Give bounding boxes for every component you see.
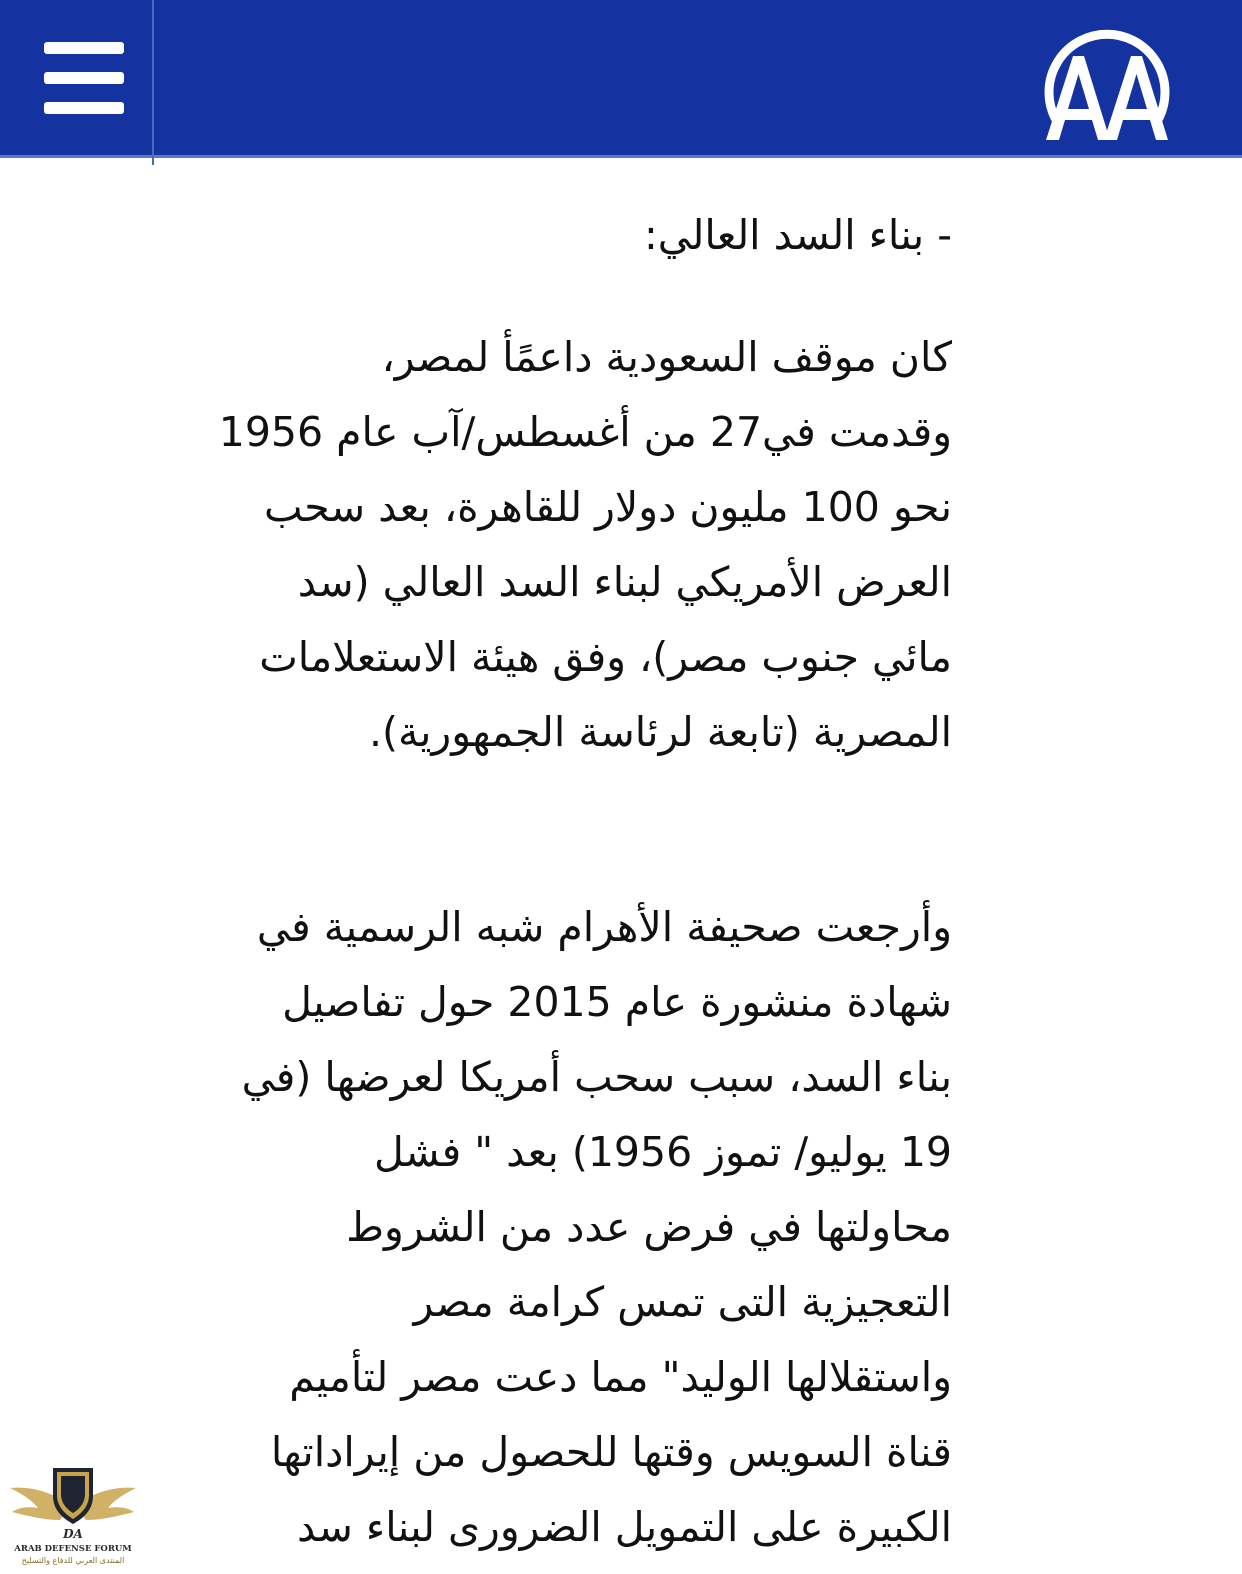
paragraph-line: مائي جنوب مصر)، وفق هيئة الاستعلامات xyxy=(259,633,952,681)
paragraph-line: المصرية (تابعة لرئاسة الجمهورية). xyxy=(368,708,952,756)
paragraph-line: 19 يوليو/ تموز 1956) بعد " فشل xyxy=(373,1128,952,1176)
paragraph-line: محاولتها في فرض عدد من الشروط xyxy=(346,1203,952,1251)
hamburger-menu-icon xyxy=(44,42,124,114)
paragraph-line: نحو 100 مليون دولار للقاهرة، بعد سحب xyxy=(263,483,952,531)
article-paragraph-1 xyxy=(110,320,952,770)
paragraph-line: التعجيزية التى تمس كرامة مصر xyxy=(413,1278,952,1326)
watermark-subtitle: المنتدى العربي للدفاع والتسليح xyxy=(21,1556,125,1565)
paragraph-line: وقدمت في27 من أغسطس/آب عام 1956 xyxy=(218,408,952,456)
arab-defense-forum-watermark xyxy=(8,1462,138,1568)
watermark-title: ARAB DEFENSE FORUM xyxy=(14,1544,132,1554)
article-paragraph-2 xyxy=(110,890,952,1565)
section-subheading: - بناء السد العالي: xyxy=(643,211,952,259)
paragraph-line: شهادة منشورة عام 2015 حول تفاصيل xyxy=(282,978,952,1026)
paragraph-line: واستقلالها الوليد" مما دعت مصر لتأميم xyxy=(289,1353,952,1401)
top-navigation-bar xyxy=(0,0,1242,158)
paragraph-line: كان موقف السعودية داعمًأ لمصر، xyxy=(381,333,952,381)
menu-button[interactable] xyxy=(0,0,154,165)
paragraph-line: وأرجعت صحيفة الأهرام شبه الرسمية في xyxy=(256,903,952,951)
paragraph-line: الكبيرة على التمويل الضرورى لبناء سد xyxy=(297,1503,952,1551)
paragraph-line: قناة السويس وقتها للحصول من إيراداتها xyxy=(270,1428,952,1476)
watermark-monogram: DA xyxy=(63,1527,83,1541)
paragraph-line: بناء السد، سبب سحب أمريكا لعرضها (في xyxy=(241,1053,952,1101)
paragraph-line: العرض الأمريكي لبناء السد العالي (سد xyxy=(297,558,952,606)
aa-logo-icon[interactable] xyxy=(1038,14,1176,144)
